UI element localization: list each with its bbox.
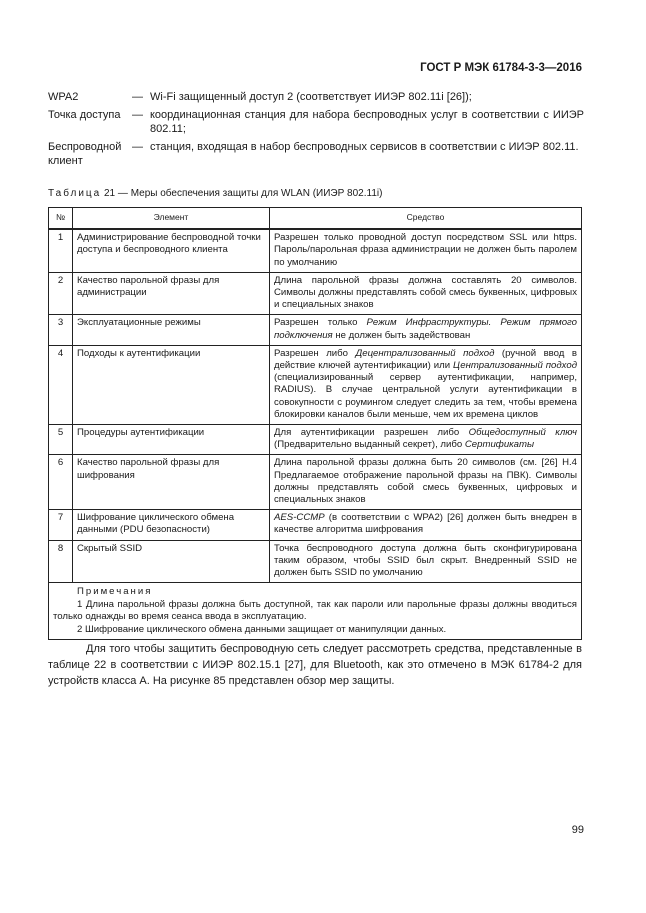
row-number: 7 — [49, 510, 73, 540]
row-remedy — [270, 345, 582, 424]
remedy-text: (специализированный сервер аутентификации, например, RADIUS). В случае центральной услуги аутентификации в совокупности с роумингом следует следить за тем, чтобы времена блокировки каналов были меньше, чем их времена циклов — [274, 372, 577, 420]
note-item: 1 Длина парольной фразы должна быть доступной, так как пароли или парольные фразы должны вводиться только однажды во время сеанса ввода в эксплуатацию. — [53, 598, 577, 623]
definition-item — [48, 108, 584, 136]
remedy-text: не должен быть задействован — [332, 329, 471, 341]
remedy-italic-text: Режим Инфраструктуры. Режим прямого подключения — [274, 317, 577, 341]
definition-text: станция, входящая в набор беспроводных сервисов в соответствии с ИИЭР 802.11. — [150, 141, 579, 153]
row-remedy: Длина парольной фразы должна составлять 20 символов. Символы должны представлять собой смесь буквенных, цифровых и специальных знаков — [270, 272, 582, 315]
remedy-text: (в соответствии с WPA2) [26] должен быть внедрен в качестве алгоритма шифрования — [274, 512, 577, 536]
definition-item — [48, 140, 584, 168]
definition-dash: — — [132, 141, 143, 153]
row-element: Качество парольной фразы для шифрования — [73, 455, 270, 510]
definition-term — [48, 140, 132, 168]
table-row — [49, 455, 582, 510]
remedy-italic-text: Централизованный подход — [453, 360, 578, 372]
row-number: 3 — [49, 315, 73, 345]
page-number: 99 — [571, 824, 584, 836]
remedy-text: Разрешен только — [274, 317, 367, 329]
definition-term: WPA2 — [48, 91, 79, 103]
column-header-remedy: Средство — [270, 208, 582, 230]
row-remedy: Разрешен только проводной доступ посредством SSL или https. Пароль/парольная фраза администрации не должен быть паролем по умолчанию — [270, 229, 582, 272]
row-element: Администрирование беспроводной точки доступа и беспроводного клиента — [73, 229, 270, 272]
remedy-italic-text: Децентрализованный подход — [355, 347, 495, 359]
table-row — [49, 315, 582, 345]
row-element: Подходы к аутентификации — [73, 345, 270, 424]
definition-dash: — — [132, 109, 143, 121]
row-remedy — [270, 315, 582, 345]
remedy-italic-text: AES-CCMP — [274, 512, 325, 524]
definition-item — [48, 90, 584, 104]
table-caption — [48, 188, 382, 199]
row-remedy: Точка беспроводного доступа должна быть сконфигурирована таким образом, чтобы SSID был скрыт. Внедренный SSID не должен быть SSID по умолчанию — [270, 540, 582, 583]
row-element: Шифрование циклического обмена данными (PDU безопасности) — [73, 510, 270, 540]
table-caption-title: Меры обеспечения защиты для WLAN (ИИЭР 802.11i) — [130, 188, 383, 199]
definition-dash: — — [132, 91, 143, 103]
remedy-text: (Предварительно выданный секрет), либо — [274, 439, 465, 451]
row-number: 6 — [49, 455, 73, 510]
row-number: 2 — [49, 272, 73, 315]
row-element: Скрытый SSID — [73, 540, 270, 583]
row-element: Процедуры аутентификации — [73, 425, 270, 455]
definitions-list — [48, 90, 584, 172]
note-item: 2 Шифрование циклического обмена данными защищает от манипуляции данных. — [77, 623, 447, 635]
row-number: 5 — [49, 425, 73, 455]
column-header-number: № — [49, 208, 73, 230]
remedy-italic-text: Общедоступный ключ — [468, 427, 577, 439]
definition-text: координационная станция для набора беспроводных услуг в соответствии с ИИЭР 802.11; — [150, 109, 584, 135]
row-remedy — [270, 510, 582, 540]
row-element: Качество парольной фразы для администрации — [73, 272, 270, 315]
definition-term-line: Беспроводной — [48, 141, 122, 153]
document-header: ГОСТ Р МЭК 61784-3-3—2016 — [420, 62, 582, 74]
row-remedy: Длина парольной фразы должна быть 20 символов (см. [26] Н.4 Предлагаемое отображение парольной фразы на ПВК). Символы должны представлять собой смесь буквенных, цифровых и специальных знаков — [270, 455, 582, 510]
table-notes-row — [49, 583, 582, 640]
row-remedy — [270, 425, 582, 455]
remedy-text: Для аутентификации разрешен либо — [274, 427, 469, 439]
remedy-text: (ручной ввод в действие ключей аутентификации) или — [274, 347, 577, 372]
definition-term-line: клиент — [48, 155, 83, 167]
table-row — [49, 540, 582, 583]
remedy-text: Разрешен либо — [274, 347, 356, 359]
table-caption-prefix: Таблица — [48, 188, 102, 199]
row-number: 4 — [49, 345, 73, 424]
table-header-row — [49, 208, 582, 230]
row-element: Эксплуатационные режимы — [73, 315, 270, 345]
table-row — [49, 425, 582, 455]
notes-title: Примечания — [77, 586, 153, 598]
table-caption-dash: — — [117, 188, 128, 199]
definition-text: Wi-Fi защищенный доступ 2 (соответствует ИИЭР 802.11i [26]); — [150, 91, 472, 103]
table-notes — [49, 583, 582, 640]
table-row — [49, 272, 582, 315]
table-row — [49, 229, 582, 272]
remedy-italic-text: Сертификаты — [464, 439, 535, 451]
row-number: 8 — [49, 540, 73, 583]
table-row — [49, 345, 582, 424]
row-number: 1 — [49, 229, 73, 272]
column-header-element: Элемент — [73, 208, 270, 230]
security-measures-table — [48, 207, 582, 640]
table-row — [49, 510, 582, 540]
table-caption-number: 21 — [104, 188, 116, 199]
body-paragraph: Для того чтобы защитить беспроводную сеть следует рассмотреть средства, представленные в таблице 22 в соответствии с ИИЭР 802.15.1 [27], для Bluetooth, как это отмечено в МЭК 61784-2 для устройств класса А. На рисунке 85 представлен обзор мер защиты. — [48, 643, 582, 687]
definition-term: Точка доступа — [48, 109, 121, 121]
